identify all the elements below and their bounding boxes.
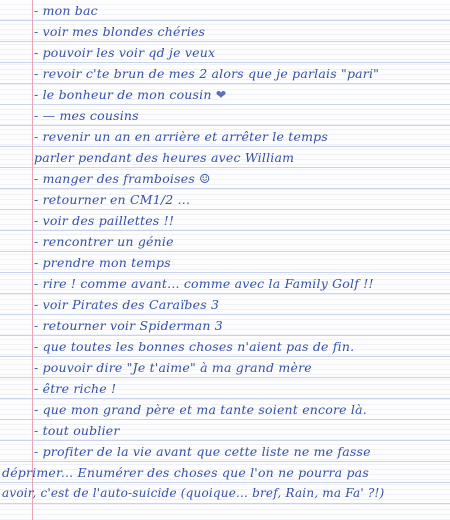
list-item: - tout oublier xyxy=(34,423,120,438)
list-item: - voir mes blondes chéries xyxy=(34,24,206,39)
list-item xyxy=(34,87,226,102)
list-item: - mon bac xyxy=(34,3,98,18)
heart-icon: ❤ xyxy=(215,87,227,102)
list-item: - voir Pirates des Caraïbes 3 xyxy=(34,297,220,312)
list-item: - revoir c'te brun de mes 2 alors que je parlais "pari" xyxy=(34,66,380,81)
list-item: - être riche ! xyxy=(34,381,117,396)
list-item: parler pendant des heures avec William xyxy=(34,150,295,165)
list-item: - profiter de la vie avant que cette liste ne me fasse xyxy=(34,444,371,459)
list-item: - revenir un an en arrière et arrêter le temps xyxy=(34,129,328,144)
list-item: - rencontrer un génie xyxy=(34,234,174,249)
list-item: - retourner en CM1/2 ... xyxy=(34,192,191,207)
list-item: - que toutes les bonnes choses n'aient pas de fin. xyxy=(34,339,355,354)
list-item: - retourner voir Spiderman 3 xyxy=(34,318,223,333)
list-item: - manger des framboises ☺ xyxy=(34,171,211,186)
list-item-continuation: avoir, c'est de l'auto-suicide (quoique... bref, Rain, ma Fa' ?!) xyxy=(2,486,385,500)
list-item: - rire ! comme avant... comme avec la Family Golf !! xyxy=(34,276,374,291)
list-item: - pouvoir dire "Je t'aime" à ma grand mère xyxy=(34,360,312,375)
list-item: - que mon grand père et ma tante soient encore là. xyxy=(34,402,367,417)
list-item: - — mes cousins xyxy=(34,108,139,123)
list-item: - pouvoir les voir qd je veux xyxy=(34,45,216,60)
list-item: - voir des paillettes !! xyxy=(34,213,175,228)
list-item-continuation: déprimer... Enumérer des choses que l'on ne pourra pas xyxy=(2,465,369,480)
list-item-text: - le bonheur de mon cousin xyxy=(34,87,212,102)
list-item: - prendre mon temps xyxy=(34,255,171,270)
